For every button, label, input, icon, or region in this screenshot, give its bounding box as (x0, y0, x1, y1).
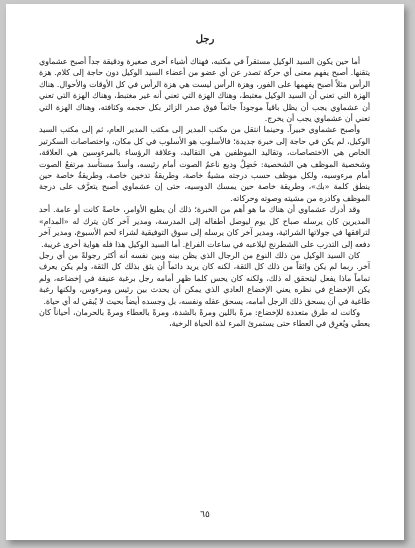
paragraph: أما حين يكون السيد الوكيل مستقراً في مكتبه، فهناك أشياء أخرى صغيرة ودقيقة جداً أصبح عشماوي يتقنها. أصبح يفهم معنى أي حركة تصدر عن أي عضو من أعضاء السيد الوكيل دون حاجة إلى كلام. هزة الرأس مثلاً أصبح يفهمها على الفور، وهزة الرأس ليست هي هزة الرأس في كل الأوقات والأحوال. هناك الهزة التي تعني أن السيد الوكيل مغتبط، وهناك الهزة التي تعني أنه غير مغتبط، وهناك الهزة التي تعني أن عشماوي يجب أن يظل باقياً موجوداً جاثماً فوق صدر الزائر بكل حجمه وكثافته، وهناك الهزة التي تعني أن عشماوي يجب أن يخرج. (39, 57, 370, 124)
paragraph: وأصبح عشماوي خبيراً. وحينما انتقل من مكتب المدير إلى مكتب المدير العام، ثم إلى مكتب السيد الوكيل، لم يكن في حاجة إلى خبرة جديدة؛ فالأسلوب هو الأسلوب في كل مكان، واختصاصات السكرتير الخاص هي الاختصاصات، وتقاليد الموظفين هي التقاليد، وعلاقة الرؤساء بالمرءوسين هي العلاقة، وشخصية الموظف هي الشخصية: خَضِلٌ وديع ناعمُ الصوت أمام رئيسه، وأسدٌ مستأسد مرتفعُ الصوت أمام مرءوسيه، ولكل موظف حسب درجته مشيةٌ خاصة، وطريقةُ تدخين خاصة، وطريقةٌ خاصة حين ينطق كلمة «بك»، وطريقة خاصة حين يمسك الدوسيه، حتى إن عشماوي أصبح يتعرَّف على درجة الموظف وكادره من مشيته وصوته وحركاته. (39, 125, 370, 203)
paragraph: وكانت له طرق متعددة للإخضاع: مرةً باللين ومرةً بالشدة، ومرةً بالعطاء ومرةً بالحرمان، أحياناً كان يعطي ويُغرِق في العطاء حتى يستمرئ المرء لذة الحياة الرخية، (39, 307, 370, 329)
paragraph: وقد أدرك عشماوي أن هناك ما هو أهم من الخبرة؛ ذلك أن يطيع الأوامر، خاصةً كانت أو عامة. أحد المديرين كان يرسله صباح كل يوم ليوصل أطفاله إلى المدرسة، ومدير آخر كان يترك له «المدام» لترافقها في جولاتها الشرائية، ومدير آخر كان يرسله إلى سوق التوفيقية لشراء لحم الأسبوع، ومدير آخر دفعه إلى التدرب على الشطرنج ليلاعبه في ساعات الفراغ. أما السيد الوكيل هذا فله هواية أخرى غريبة. (39, 205, 370, 249)
running-head: رجل (195, 34, 215, 45)
page-number: ٦٥ (200, 510, 210, 520)
book-page (6, 4, 404, 540)
body-text (39, 56, 370, 330)
paragraph: كان السيد الوكيل من ذلك النوع من الرجال الذي يظن بينه وبين نفسه أنه أكثر رجولةً من أي رجل آخر. ربما لم يكن واثقاً من ذلك كل الثقة، لكنه كان يريد دائماً أن يثق بذلك كل الثقة، ولم يكن يعرف تماماً ماذا يفعل ليتحقق له ذلك، ولكنه كان يحس كلما ظهر أمامه رجل برغبة عنيفة في إخضاعه، ولم يكن الإخضاع في نظره يعني الإخضاع العادي الذي يمكن أن يحدث بين رئيس ومرءوس، ولكنها رغبة طاغية في أن يسحق ذلك الرجل أمامه، يسحق عقله ونفسه، بل وجسده أيضاً بحيث لا يُبقي له أي حياة. (39, 250, 370, 306)
